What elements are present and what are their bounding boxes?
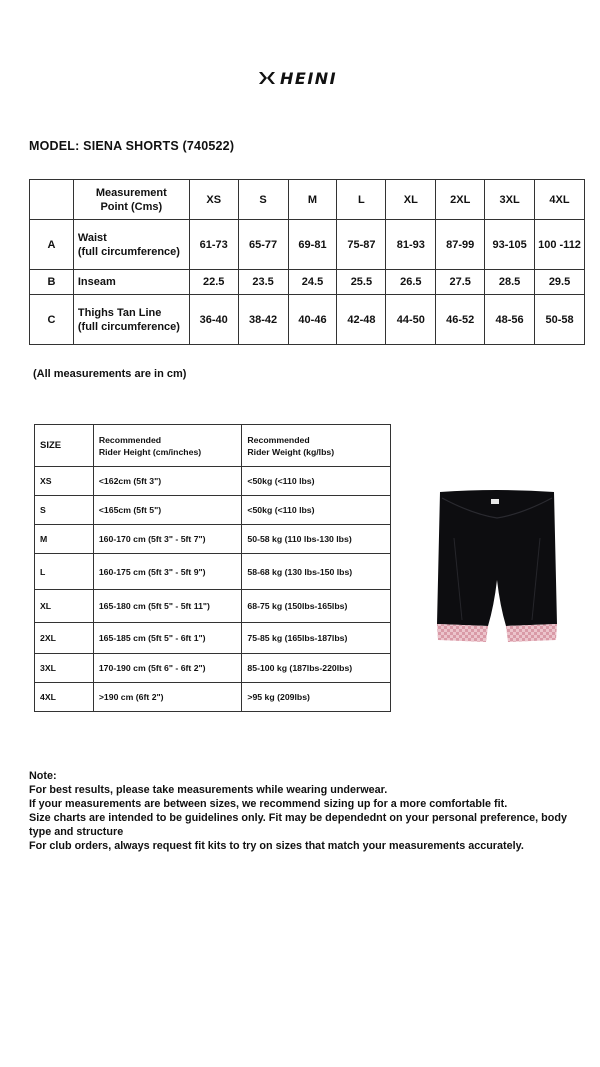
measurement-value: 24.5 [288,270,337,295]
measurement-point [73,295,189,345]
measurement-point-header [73,180,189,220]
height-column-header [93,425,242,467]
units-note: (All measurements are in cm) [33,368,187,380]
header-line: Measurement [95,186,167,199]
weight-cell: 75-85 kg (165lbs-187lbs) [242,623,391,654]
measurement-value: 46-52 [436,295,485,345]
measurement-value: 93-105 [485,220,535,270]
size-cell: 3XL [35,654,94,683]
measurement-table [29,179,585,345]
measurement-value: 65-77 [238,220,288,270]
measurement-value: 81-93 [386,220,436,270]
weight-cell: 68-75 kg (150lbs-165lbs) [242,590,391,623]
size-header: L [337,180,386,220]
size-cell: L [35,554,94,590]
table-row [35,525,391,554]
measurement-value: 26.5 [386,270,436,295]
measurement-value: 25.5 [337,270,386,295]
size-column-header: SIZE [35,425,94,467]
size-header: M [288,180,337,220]
brand-name: HEINI [280,68,338,88]
left-leg-cuff [437,624,488,642]
height-cell: 170-190 cm (5ft 6" - 6ft 2") [93,654,242,683]
table-row [35,467,391,496]
right-leg-cuff [506,624,557,642]
weight-cell: 58-68 kg (130 lbs-150 lbs) [242,554,391,590]
weight-cell: >95 kg (209lbs) [242,683,391,712]
header-line: Recommended [247,434,310,445]
note-line: For club orders, always request fit kits to try on sizes that match your measurements accurately. [29,840,524,852]
height-cell: <162cm (5ft 3") [93,467,242,496]
shorts-body [437,490,557,626]
table-row [30,270,585,295]
size-header: 3XL [485,180,535,220]
row-code: B [30,270,74,295]
size-header: 2XL [436,180,485,220]
size-header: XS [189,180,238,220]
table-row [30,220,585,270]
height-cell: >190 cm (6ft 2") [93,683,242,712]
measurement-value: 48-56 [485,295,535,345]
point-name: Thighs Tan Line [77,306,162,319]
brand-logo [258,68,344,88]
notes-title: Note: [29,770,57,782]
notes-section [29,769,574,853]
measurement-value: 100 -112 [535,220,585,270]
height-cell: 160-175 cm (5ft 3" - 5ft 9") [93,554,242,590]
size-cell: XS [35,467,94,496]
heini-emblem-icon [258,71,276,85]
height-cell: 165-185 cm (5ft 5" - 6ft 1") [93,623,242,654]
measurement-value: 40-46 [288,295,337,345]
measurement-value: 69-81 [288,220,337,270]
table-row [35,496,391,525]
measurement-value: 87-99 [436,220,485,270]
corner-cell [30,180,74,220]
model-title: MODEL: SIENA SHORTS (740522) [29,139,235,153]
rider-header-row [35,425,391,467]
point-detail: (full circumference) [77,245,180,258]
row-code: C [30,295,74,345]
weight-column-header [242,425,391,467]
size-header: S [238,180,288,220]
weight-cell: <50kg (<110 lbs) [242,467,391,496]
measurement-value: 44-50 [386,295,436,345]
row-code: A [30,220,74,270]
size-cell: 2XL [35,623,94,654]
table-row [35,623,391,654]
measurement-value: 38-42 [238,295,288,345]
measurement-point: Inseam [73,270,189,295]
note-line: Size charts are intended to be guidelines only. Fit may be dependednt on your personal preference, body type and structure [29,812,567,838]
size-header: 4XL [535,180,585,220]
point-name: Waist [77,231,107,244]
table-row [35,683,391,712]
measurement-value: 42-48 [337,295,386,345]
size-cell: XL [35,590,94,623]
measurement-value: 29.5 [535,270,585,295]
measurement-value: 22.5 [189,270,238,295]
header-line: Rider Height (cm/inches) [98,446,202,457]
size-cell: S [35,496,94,525]
table-row [35,554,391,590]
size-cell: 4XL [35,683,94,712]
point-detail: (full circumference) [77,320,180,333]
size-header: XL [386,180,436,220]
table-row [35,654,391,683]
measurement-value: 36-40 [189,295,238,345]
cycling-shorts-icon [432,488,562,648]
measurement-value: 50-58 [535,295,585,345]
note-line: For best results, please take measurements while wearing underwear. [29,784,388,796]
note-line: If your measurements are between sizes, we recommend sizing up for a more comfortable fit. [29,798,508,810]
header-line: Recommended [98,434,162,445]
measurement-value: 61-73 [189,220,238,270]
measurement-value: 75-87 [337,220,386,270]
height-cell: <165cm (5ft 5") [93,496,242,525]
measurement-value: 23.5 [238,270,288,295]
measurement-header-row [30,180,585,220]
rider-size-table [34,424,391,712]
header-line: Point (Cms) [100,200,163,213]
measurement-value: 28.5 [485,270,535,295]
height-cell: 160-170 cm (5ft 3" - 5ft 7") [93,525,242,554]
weight-cell: 50-58 kg (110 lbs-130 lbs) [242,525,391,554]
header-line: Rider Weight (kg/lbs) [247,446,335,457]
size-cell: M [35,525,94,554]
table-row [30,295,585,345]
weight-cell: 85-100 kg (187lbs-220lbs) [242,654,391,683]
height-cell: 165-180 cm (5ft 5" - 5ft 11") [93,590,242,623]
weight-cell: <50kg (<110 lbs) [242,496,391,525]
measurement-point [73,220,189,270]
measurement-value: 27.5 [436,270,485,295]
table-row [35,590,391,623]
